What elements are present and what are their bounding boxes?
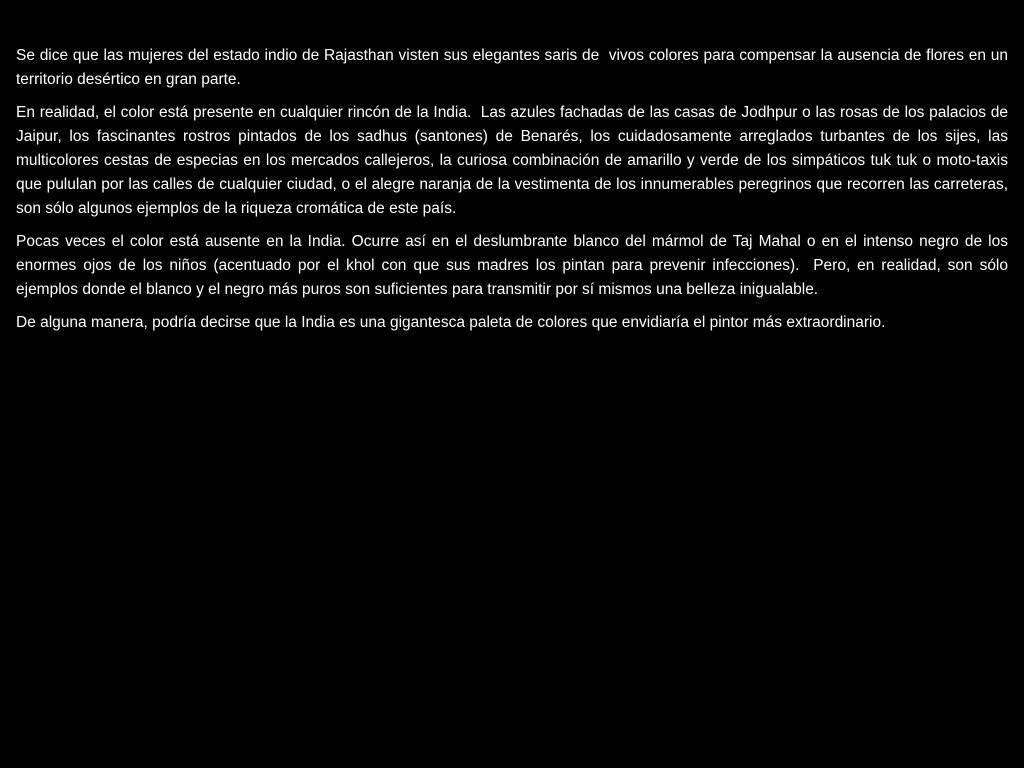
slide-body-text xyxy=(16,44,1013,335)
paragraph-rajasthan: Se dice que las mujeres del estado indio de Rajasthan visten sus elegantes saris de vivos colores para compensar la ausencia de flores en un territorio desértico en gran parte. xyxy=(16,47,1013,88)
paragraph-color-in-india: En realidad, el color está presente en cualquier rincón de la India. Las azules fachadas de las casas de Jodhpur o las rosas de los palacios de Jaipur, los fascinantes rostros pintados de los sadhus (santones) de Benarés, los cuidadosamente arreglados turbantes de los sijes, las multicolores cestas de especias en los mercados callejeros, la curiosa combinación de amarillo y verde de los simpáticos tuk tuk o moto-taxis que pululan por las calles de cualquier ciudad, o el alegre naranja de la vestimenta de los innumerables peregrinos que recorren las carreteras, son sólo algunos ejemplos de la riqueza cromática de este país. xyxy=(16,104,1013,217)
paragraph-white-and-black: Pocas veces el color está ausente en la India. Ocurre así en el deslumbrante blanco del mármol de Taj Mahal o en el intenso negro de los enormes ojos de los niños (acentuado por el khol con que sus madres los pintan para prevenir infecciones). Pero, en realidad, son sólo ejemplos donde el blanco y el negro más puros son suficientes para transmitir por sí mismos una belleza inigualable. xyxy=(16,233,1013,298)
paragraph-palette: De alguna manera, podría decirse que la India es una gigantesca paleta de colores que envidiaría el pintor más extraordinario. xyxy=(16,314,886,331)
